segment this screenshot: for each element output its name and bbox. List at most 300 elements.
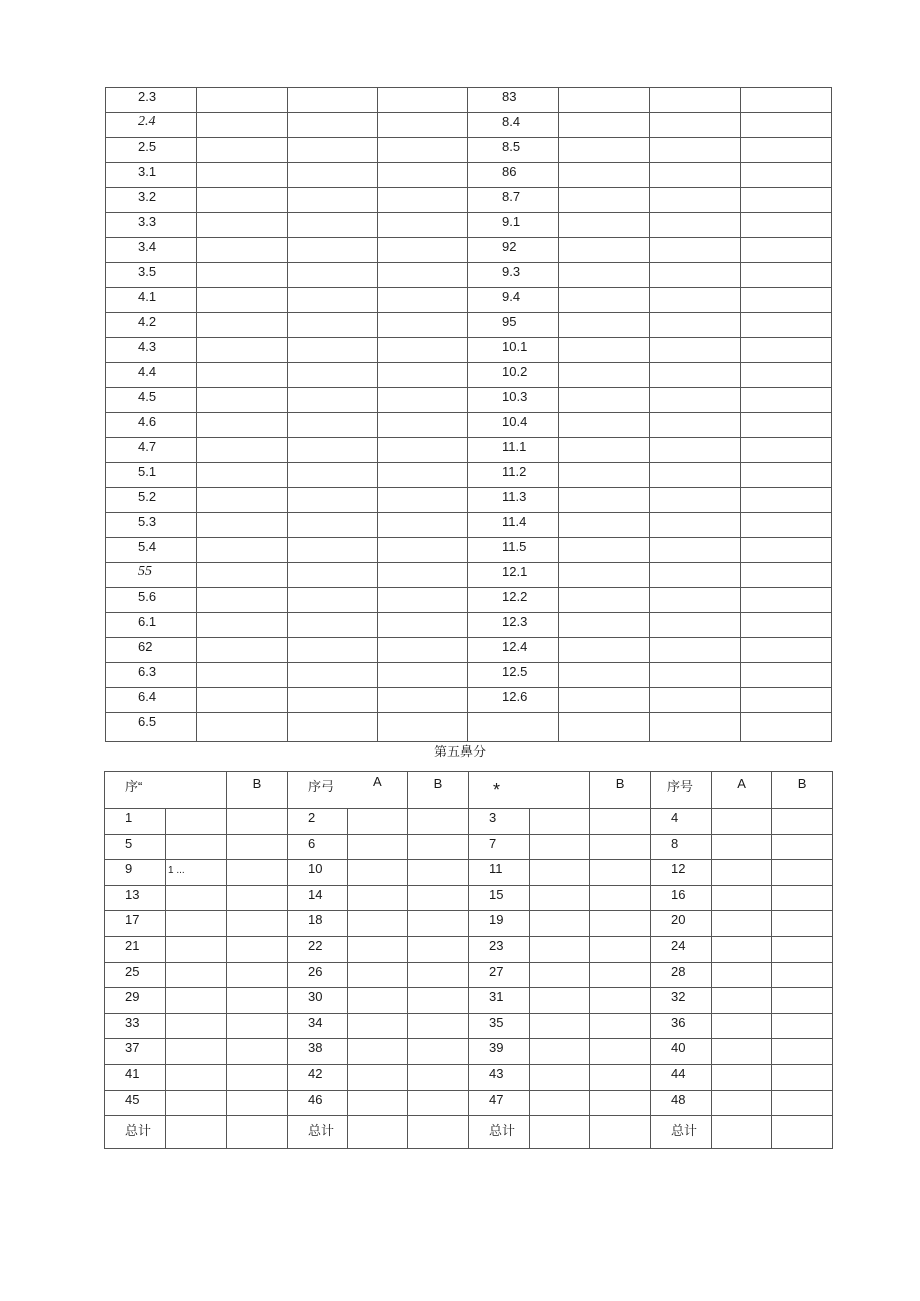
score-b-cell [227,1013,288,1039]
score-a-cell [712,988,772,1014]
score-cell [197,338,288,363]
score-cell [378,613,468,638]
table-row [106,288,832,313]
score-cell [741,313,832,338]
score-cell [197,313,288,338]
item-label-left: 6.5 [106,713,197,742]
score-cell [288,263,378,288]
table-row [105,860,833,886]
header-seq-2-label: 序弓 [308,779,335,794]
item-label-right: 11.1 [468,438,559,463]
score-cell [741,138,832,163]
score-cell [288,363,378,388]
score-table-part1 [105,87,832,742]
score-b-cell [408,809,469,835]
score-cell [378,288,468,313]
item-label-left: 4.7 [106,438,197,463]
item-label-right: 11.3 [468,488,559,513]
item-label-right: 10.4 [468,413,559,438]
score-cell [559,563,650,588]
header-a-4: A [712,772,772,809]
score-cell [288,638,378,663]
total-label: 总计 [651,1116,712,1149]
item-label-right: 12.6 [468,688,559,713]
score-cell [650,463,741,488]
score-a-cell [712,885,772,911]
score-cell [741,688,832,713]
score-cell [197,238,288,263]
item-label-left: 4.6 [106,413,197,438]
score-cell [197,613,288,638]
seq-cell: 32 [651,988,712,1014]
score-cell [559,488,650,513]
score-table-part2 [104,771,833,1149]
score-cell [559,338,650,363]
score-cell [288,538,378,563]
score-cell [650,438,741,463]
score-b-cell [772,1013,833,1039]
seq-cell: 25 [105,962,166,988]
score-cell [559,113,650,138]
score-cell [197,463,288,488]
score-cell [288,663,378,688]
header-seq-3: * [469,772,590,809]
score-cell [650,263,741,288]
score-cell [378,713,468,742]
table-row [106,263,832,288]
score-cell [650,638,741,663]
score-cell [559,138,650,163]
item-label-left: 62 [106,638,197,663]
score-cell [559,613,650,638]
score-cell [378,388,468,413]
score-cell [650,613,741,638]
score-b-cell [590,988,651,1014]
score-a-cell [530,911,590,937]
score-cell [288,513,378,538]
score-a-cell [348,911,408,937]
item-label-left: 3.1 [106,163,197,188]
item-label-right: 12.4 [468,638,559,663]
item-label-right: 95 [468,313,559,338]
table-row [105,1013,833,1039]
score-cell [197,538,288,563]
score-cell [650,488,741,513]
score-cell [741,563,832,588]
score-cell [559,513,650,538]
score-cell [741,163,832,188]
item-label-right: 83 [468,88,559,113]
total-score-cell [712,1116,772,1149]
score-cell [378,438,468,463]
seq-cell: 35 [469,1013,530,1039]
seq-cell: 40 [651,1039,712,1065]
score-b-cell [408,1090,469,1116]
score-cell [741,613,832,638]
score-cell [741,463,832,488]
seq-cell: 15 [469,885,530,911]
note-mark: 1 ... [168,865,185,877]
score-cell [197,388,288,413]
score-a-cell [530,936,590,962]
score-cell [197,638,288,663]
total-label: 总计 [288,1116,348,1149]
score-cell [650,513,741,538]
score-a-cell [530,988,590,1014]
score-cell [378,513,468,538]
table-row [106,438,832,463]
seq-cell: 9 [105,860,166,886]
score-cell [650,88,741,113]
table-row [106,113,832,138]
header-row [105,772,833,809]
score-cell [741,113,832,138]
total-label: 总计 [105,1116,166,1149]
score-cell [741,538,832,563]
header-seq-2 [288,772,408,809]
score-cell [650,538,741,563]
score-b-cell [590,1064,651,1090]
item-label-left: 5.3 [106,513,197,538]
item-label-right: 9.1 [468,213,559,238]
total-score-cell [348,1116,408,1149]
score-cell [378,363,468,388]
score-cell [197,113,288,138]
seq-cell: 20 [651,911,712,937]
score-cell [559,313,650,338]
score-cell [288,288,378,313]
score-cell [378,263,468,288]
score-cell [741,238,832,263]
seq-cell: 1 [105,809,166,835]
score-b-cell [772,936,833,962]
score-cell [288,688,378,713]
seq-cell: 21 [105,936,166,962]
item-label-right: 12.2 [468,588,559,613]
item-label-left: 5.4 [106,538,197,563]
section-caption: 第五鼻分 [433,744,486,759]
score-cell [378,138,468,163]
seq-cell: 18 [288,911,348,937]
score-cell [378,163,468,188]
seq-cell: 34 [288,1013,348,1039]
header-seq-4: 序号 [651,772,712,809]
item-label-left: 3.3 [106,213,197,238]
item-label-left: 6.4 [106,688,197,713]
seq-cell: 3 [469,809,530,835]
score-cell [559,288,650,313]
score-cell [197,588,288,613]
score-cell [741,388,832,413]
score-cell [197,488,288,513]
score-a-cell [348,885,408,911]
total-label: 总计 [469,1116,530,1149]
seq-cell: 12 [651,860,712,886]
item-label-right: 12.5 [468,663,559,688]
score-b-cell [590,962,651,988]
score-a-cell [530,860,590,886]
score-a-cell [530,885,590,911]
score-cell [288,163,378,188]
score-cell [288,413,378,438]
item-label-right: 8.5 [468,138,559,163]
score-cell [559,663,650,688]
score-a-cell [712,809,772,835]
score-cell [741,263,832,288]
seq-cell: 17 [105,911,166,937]
seq-cell: 41 [105,1064,166,1090]
score-b-cell [772,988,833,1014]
header-b-4: B [772,772,833,809]
score-cell [741,363,832,388]
score-cell [197,513,288,538]
score-a-cell [166,809,227,835]
score-cell [197,438,288,463]
seq-cell: 24 [651,936,712,962]
score-cell [559,463,650,488]
score-cell [650,238,741,263]
table-row [106,513,832,538]
score-cell [559,238,650,263]
seq-cell: 48 [651,1090,712,1116]
header-b-3: B [590,772,651,809]
score-b-cell [227,860,288,886]
score-a-cell [348,1090,408,1116]
score-cell [378,188,468,213]
score-b-cell [408,1039,469,1065]
score-b-cell [227,885,288,911]
item-label-left: 5.6 [106,588,197,613]
item-label-left: 3.2 [106,188,197,213]
score-b-cell [772,834,833,860]
total-score-cell [227,1116,288,1149]
table-row [106,163,832,188]
score-b-cell [772,962,833,988]
score-cell [650,688,741,713]
score-cell [559,388,650,413]
seq-cell: 16 [651,885,712,911]
score-cell [288,588,378,613]
seq-cell: 30 [288,988,348,1014]
seq-cell: 37 [105,1039,166,1065]
item-label-right: 10.3 [468,388,559,413]
item-label-left: 4.3 [106,338,197,363]
score-cell [197,663,288,688]
score-cell [650,138,741,163]
score-cell [288,238,378,263]
item-label-right: 8.4 [468,113,559,138]
table-row [106,638,832,663]
score-cell [559,213,650,238]
score-b-cell [227,1064,288,1090]
score-cell [288,188,378,213]
score-b-cell [227,962,288,988]
item-label-right: 11.2 [468,463,559,488]
score-cell [288,338,378,363]
score-b-cell [590,834,651,860]
item-label-right: 11.5 [468,538,559,563]
score-cell [741,413,832,438]
table-row [106,613,832,638]
score-cell [197,263,288,288]
score-cell [288,713,378,742]
seq-cell: 28 [651,962,712,988]
score-cell [197,138,288,163]
score-b-cell [408,988,469,1014]
table-row [106,313,832,338]
seq-cell: 27 [469,962,530,988]
table-row [105,988,833,1014]
score-cell [559,188,650,213]
score-b-cell [772,809,833,835]
score-a-cell [348,1039,408,1065]
score-cell [741,488,832,513]
score-cell [378,538,468,563]
score-a-cell [712,1039,772,1065]
score-a-cell [348,936,408,962]
score-b-cell [772,1090,833,1116]
score-cell [288,138,378,163]
score-cell [378,338,468,363]
table-row [106,588,832,613]
score-a-cell [530,809,590,835]
header-b-2: B [408,772,469,809]
seq-cell: 26 [288,962,348,988]
score-cell [650,413,741,438]
table-row [105,936,833,962]
score-b-cell [590,936,651,962]
table-row [106,213,832,238]
score-a-cell [166,911,227,937]
score-cell [288,388,378,413]
score-b-cell [227,911,288,937]
seq-cell: 7 [469,834,530,860]
item-label-right: 9.3 [468,263,559,288]
score-b-cell [772,1064,833,1090]
table-row [106,388,832,413]
score-cell [741,663,832,688]
item-label-left: 4.4 [106,363,197,388]
header-b-1: B [227,772,288,809]
seq-cell: 46 [288,1090,348,1116]
score-a-cell [712,911,772,937]
score-b-cell [590,809,651,835]
score-cell [378,488,468,513]
score-cell [559,688,650,713]
score-a-cell [166,834,227,860]
score-a-cell [712,962,772,988]
total-score-cell [166,1116,227,1149]
score-a-cell [348,809,408,835]
score-a-cell [530,1013,590,1039]
score-b-cell [227,1090,288,1116]
table-row [105,1039,833,1065]
score-b-cell [590,885,651,911]
score-cell [197,88,288,113]
score-a-cell [166,860,227,886]
item-label-right: 10.1 [468,338,559,363]
score-cell [378,663,468,688]
seq-cell: 29 [105,988,166,1014]
score-cell [559,88,650,113]
score-b-cell [227,1039,288,1065]
seq-cell: 47 [469,1090,530,1116]
score-cell [378,313,468,338]
score-a-cell [348,834,408,860]
seq-cell: 10 [288,860,348,886]
score-cell [288,113,378,138]
seq-cell: 8 [651,834,712,860]
total-score-cell [590,1116,651,1149]
score-cell [197,688,288,713]
score-cell [197,363,288,388]
seq-cell: 5 [105,834,166,860]
score-a-cell [530,1064,590,1090]
score-cell [559,438,650,463]
score-a-cell [166,1013,227,1039]
table-row [106,688,832,713]
score-cell [650,313,741,338]
item-label-right: 9.4 [468,288,559,313]
score-a-cell [166,1039,227,1065]
score-a-cell [530,834,590,860]
score-b-cell [408,1064,469,1090]
score-cell [559,163,650,188]
score-a-cell [348,962,408,988]
header-a-2: A [373,774,382,789]
item-label-right: 12.1 [468,563,559,588]
score-cell [378,413,468,438]
seq-cell: 19 [469,911,530,937]
score-cell [741,713,832,742]
score-a-cell [348,1064,408,1090]
total-score-cell [772,1116,833,1149]
score-cell [741,513,832,538]
table-row [106,488,832,513]
score-cell [741,638,832,663]
score-b-cell [590,860,651,886]
seq-cell: 13 [105,885,166,911]
item-label-right: 12.3 [468,613,559,638]
score-cell [378,588,468,613]
score-cell [741,188,832,213]
score-a-cell [712,1013,772,1039]
table-row [106,563,832,588]
score-cell [559,363,650,388]
score-cell [559,588,650,613]
score-cell [650,388,741,413]
score-cell [197,163,288,188]
score-cell [650,213,741,238]
table-row [106,238,832,263]
score-cell [741,338,832,363]
score-cell [288,88,378,113]
header-seq-1: 序“ [105,772,227,809]
score-cell [378,638,468,663]
score-cell [197,288,288,313]
score-a-cell [166,885,227,911]
item-label-right: 10.2 [468,363,559,388]
table-row [105,1090,833,1116]
seq-cell: 44 [651,1064,712,1090]
score-cell [650,663,741,688]
score-a-cell [166,988,227,1014]
seq-cell: 36 [651,1013,712,1039]
score-a-cell [166,936,227,962]
score-a-cell [712,834,772,860]
item-label-left: 4.1 [106,288,197,313]
score-cell [741,213,832,238]
